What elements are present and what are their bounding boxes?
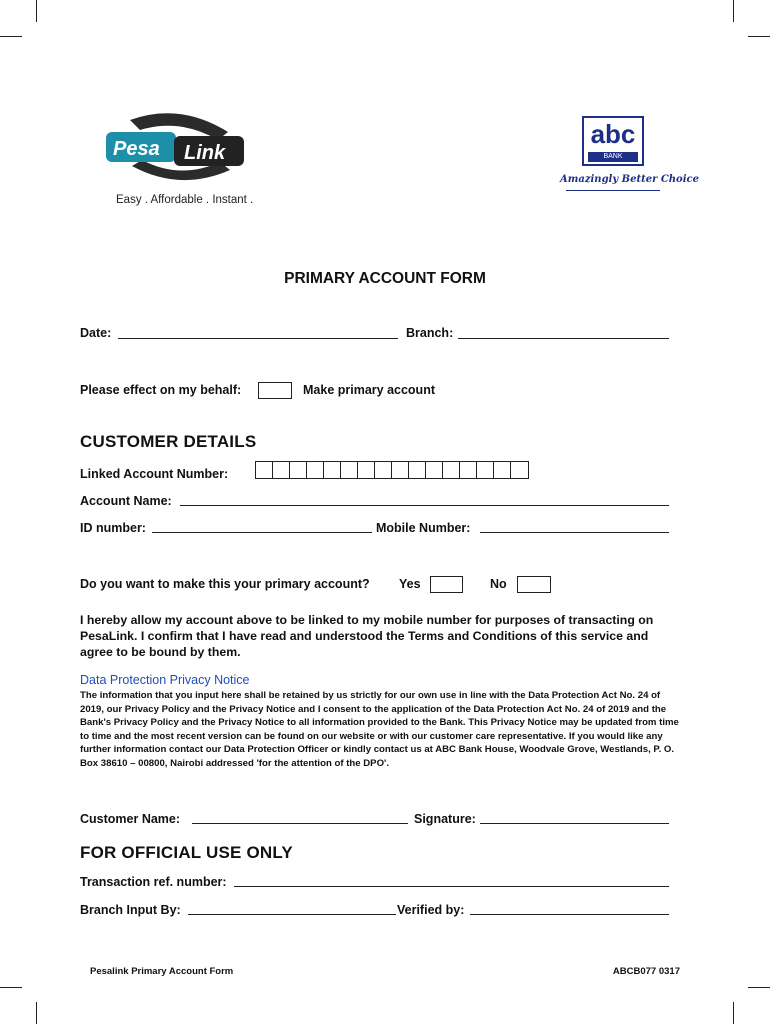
crop-mark — [733, 0, 734, 22]
abc-bank-label: BANK — [588, 152, 638, 162]
abc-logo-box — [582, 116, 644, 166]
signature-field[interactable] — [480, 823, 669, 824]
account-name-field[interactable] — [180, 505, 669, 506]
linked-account-input[interactable] — [255, 461, 529, 479]
id-number-label: ID number: — [80, 521, 146, 535]
linked-account-label: Linked Account Number: — [80, 467, 229, 481]
date-field[interactable] — [118, 338, 398, 339]
crop-mark — [36, 0, 37, 22]
mobile-number-label: Mobile Number: — [376, 521, 471, 535]
footer-form-name: Pesalink Primary Account Form — [90, 966, 234, 977]
customer-name-field[interactable] — [192, 823, 408, 824]
privacy-text: The information that you input here shall be retained by us strictly for our own use in line with the Data Protection Act No. 24 of 2019, our Privacy Policy and the Privacy Notice and I consent to the application of the Data Protection Act No. 24 of 2019 and the Bank's Privacy Policy and the Privacy Notice to all information provided to the Bank. This Privacy Notice may be updated from time to time and the most recent version can be found on our website or with our customer care representative. If you would like any further information contact our Data Protection Officer or kindly contact us at ABC Bank House, Woodvale Grove, Westlands, P. O. Box 38610 – 00800, Nairobi addressed 'for the attention of the DPO'. — [80, 690, 679, 769]
signature-label: Signature: — [414, 812, 476, 826]
customer-details-heading: CUSTOMER DETAILS — [80, 432, 257, 451]
abc-bank-logo — [560, 116, 699, 200]
pesalink-word2: Link — [184, 142, 226, 164]
abc-tagline: Amazingly Better Choice — [560, 174, 699, 185]
mobile-number-field[interactable] — [480, 532, 669, 533]
branch-label: Branch: — [406, 326, 454, 340]
branch-input-field[interactable] — [188, 914, 396, 915]
footer-form-code: ABCB077 0317 — [612, 966, 680, 977]
yes-checkbox[interactable] — [430, 576, 463, 593]
form-title: PRIMARY ACCOUNT FORM — [284, 270, 486, 287]
branch-field[interactable] — [458, 338, 669, 339]
no-label: No — [490, 577, 507, 591]
official-use-heading: FOR OFFICIAL USE ONLY — [80, 843, 293, 862]
abc-tagline-underline — [566, 190, 660, 191]
crop-mark — [733, 1002, 734, 1024]
id-number-field[interactable] — [152, 532, 372, 533]
consent-text: I hereby allow my account above to be linked to my mobile number for purposes of transacting on PesaLink. I confirm that I have read and understood the Terms and Conditions of this service and agree to be bound by them. — [80, 613, 654, 659]
customer-name-label: Customer Name: — [80, 812, 181, 826]
pesalink-logo-mark — [100, 110, 260, 190]
yes-label: Yes — [399, 577, 421, 591]
make-primary-checkbox[interactable] — [258, 382, 292, 399]
crop-mark — [748, 36, 770, 37]
transaction-ref-label: Transaction ref. number: — [80, 875, 227, 889]
primary-question: Do you want to make this your primary account? — [80, 577, 370, 591]
make-primary-label: Make primary account — [303, 383, 435, 397]
no-checkbox[interactable] — [517, 576, 551, 593]
privacy-heading: Data Protection Privacy Notice — [80, 673, 250, 687]
verified-by-label: Verified by: — [397, 903, 465, 917]
crop-mark — [36, 1002, 37, 1024]
branch-input-label: Branch Input By: — [80, 903, 181, 917]
date-label: Date: — [80, 326, 112, 340]
crop-mark — [0, 36, 22, 37]
pesalink-logo — [100, 110, 260, 210]
crop-mark — [0, 987, 22, 988]
verified-by-field[interactable] — [470, 914, 669, 915]
effect-label: Please effect on my behalf: — [80, 383, 242, 397]
account-name-label: Account Name: — [80, 494, 172, 508]
crop-mark — [748, 987, 770, 988]
pesalink-tagline: Easy . Affordable . Instant . — [116, 194, 254, 206]
abc-word: abc — [590, 119, 636, 149]
transaction-ref-field[interactable] — [234, 886, 669, 887]
pesalink-word1: Pesa — [113, 138, 160, 160]
